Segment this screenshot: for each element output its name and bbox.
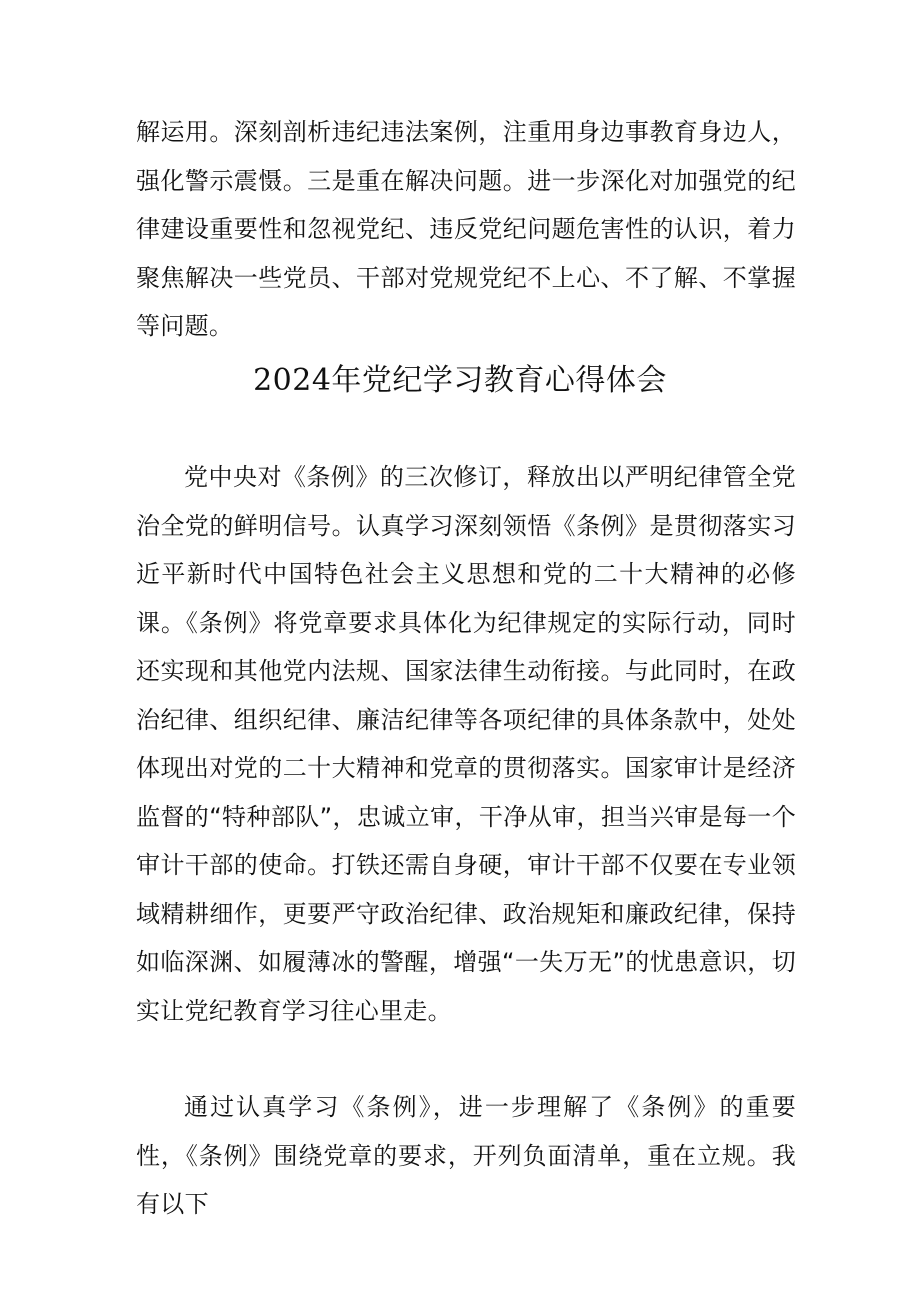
paragraph-body-2: 通过认真学习《条例》，进一步理解了《条例》的重要性，《条例》围绕党章的要求，开列负面清单，重在立规。我有以下 <box>136 1093 796 1218</box>
document-title: 2024年党纪学习教育心得体会 <box>253 363 667 398</box>
paragraph-continued: 解运用。深刻剖析违纪违法案例，注重用身边事教育身边人，强化警示震慑。三是重在解决问题。进一步深化对加强党的纪律建设重要性和忽视党纪、违反党纪问题危害性的认识，着力聚焦解决一些党员、干部对党规党纪不上心、不了解、不掌握等问题。 <box>136 118 796 340</box>
paragraph-body-1: 党中央对《条例》的三次修订，释放出以严明纪律管全党治全党的鲜明信号。认真学习深刻领悟《条例》是贯彻落实习近平新时代中国特色社会主义思想和党的二十大精神的必修课。《条例》将党章要求具体化为纪律规定的实际行动，同时还实现和其他党内法规、国家法律生动衔接。与此同时，在政治纪律、组织纪律、廉洁纪律等各项纪律的具体条款中，处处体现出对党的二十大精神和党章的贯彻落实。国家审计是经济监督的“特种部队”，忠诚立审，干净从审，担当兴审是每一个审计干部的使命。打铁还需自身硬，审计干部不仅要在专业领域精耕细作，更要严守政治纪律、政治规矩和廉政纪律，保持如临深渊、如履薄冰的警醒，增强“一失万无”的忧患意识，切实让党纪教育学习往心里走。 <box>136 463 796 1025</box>
